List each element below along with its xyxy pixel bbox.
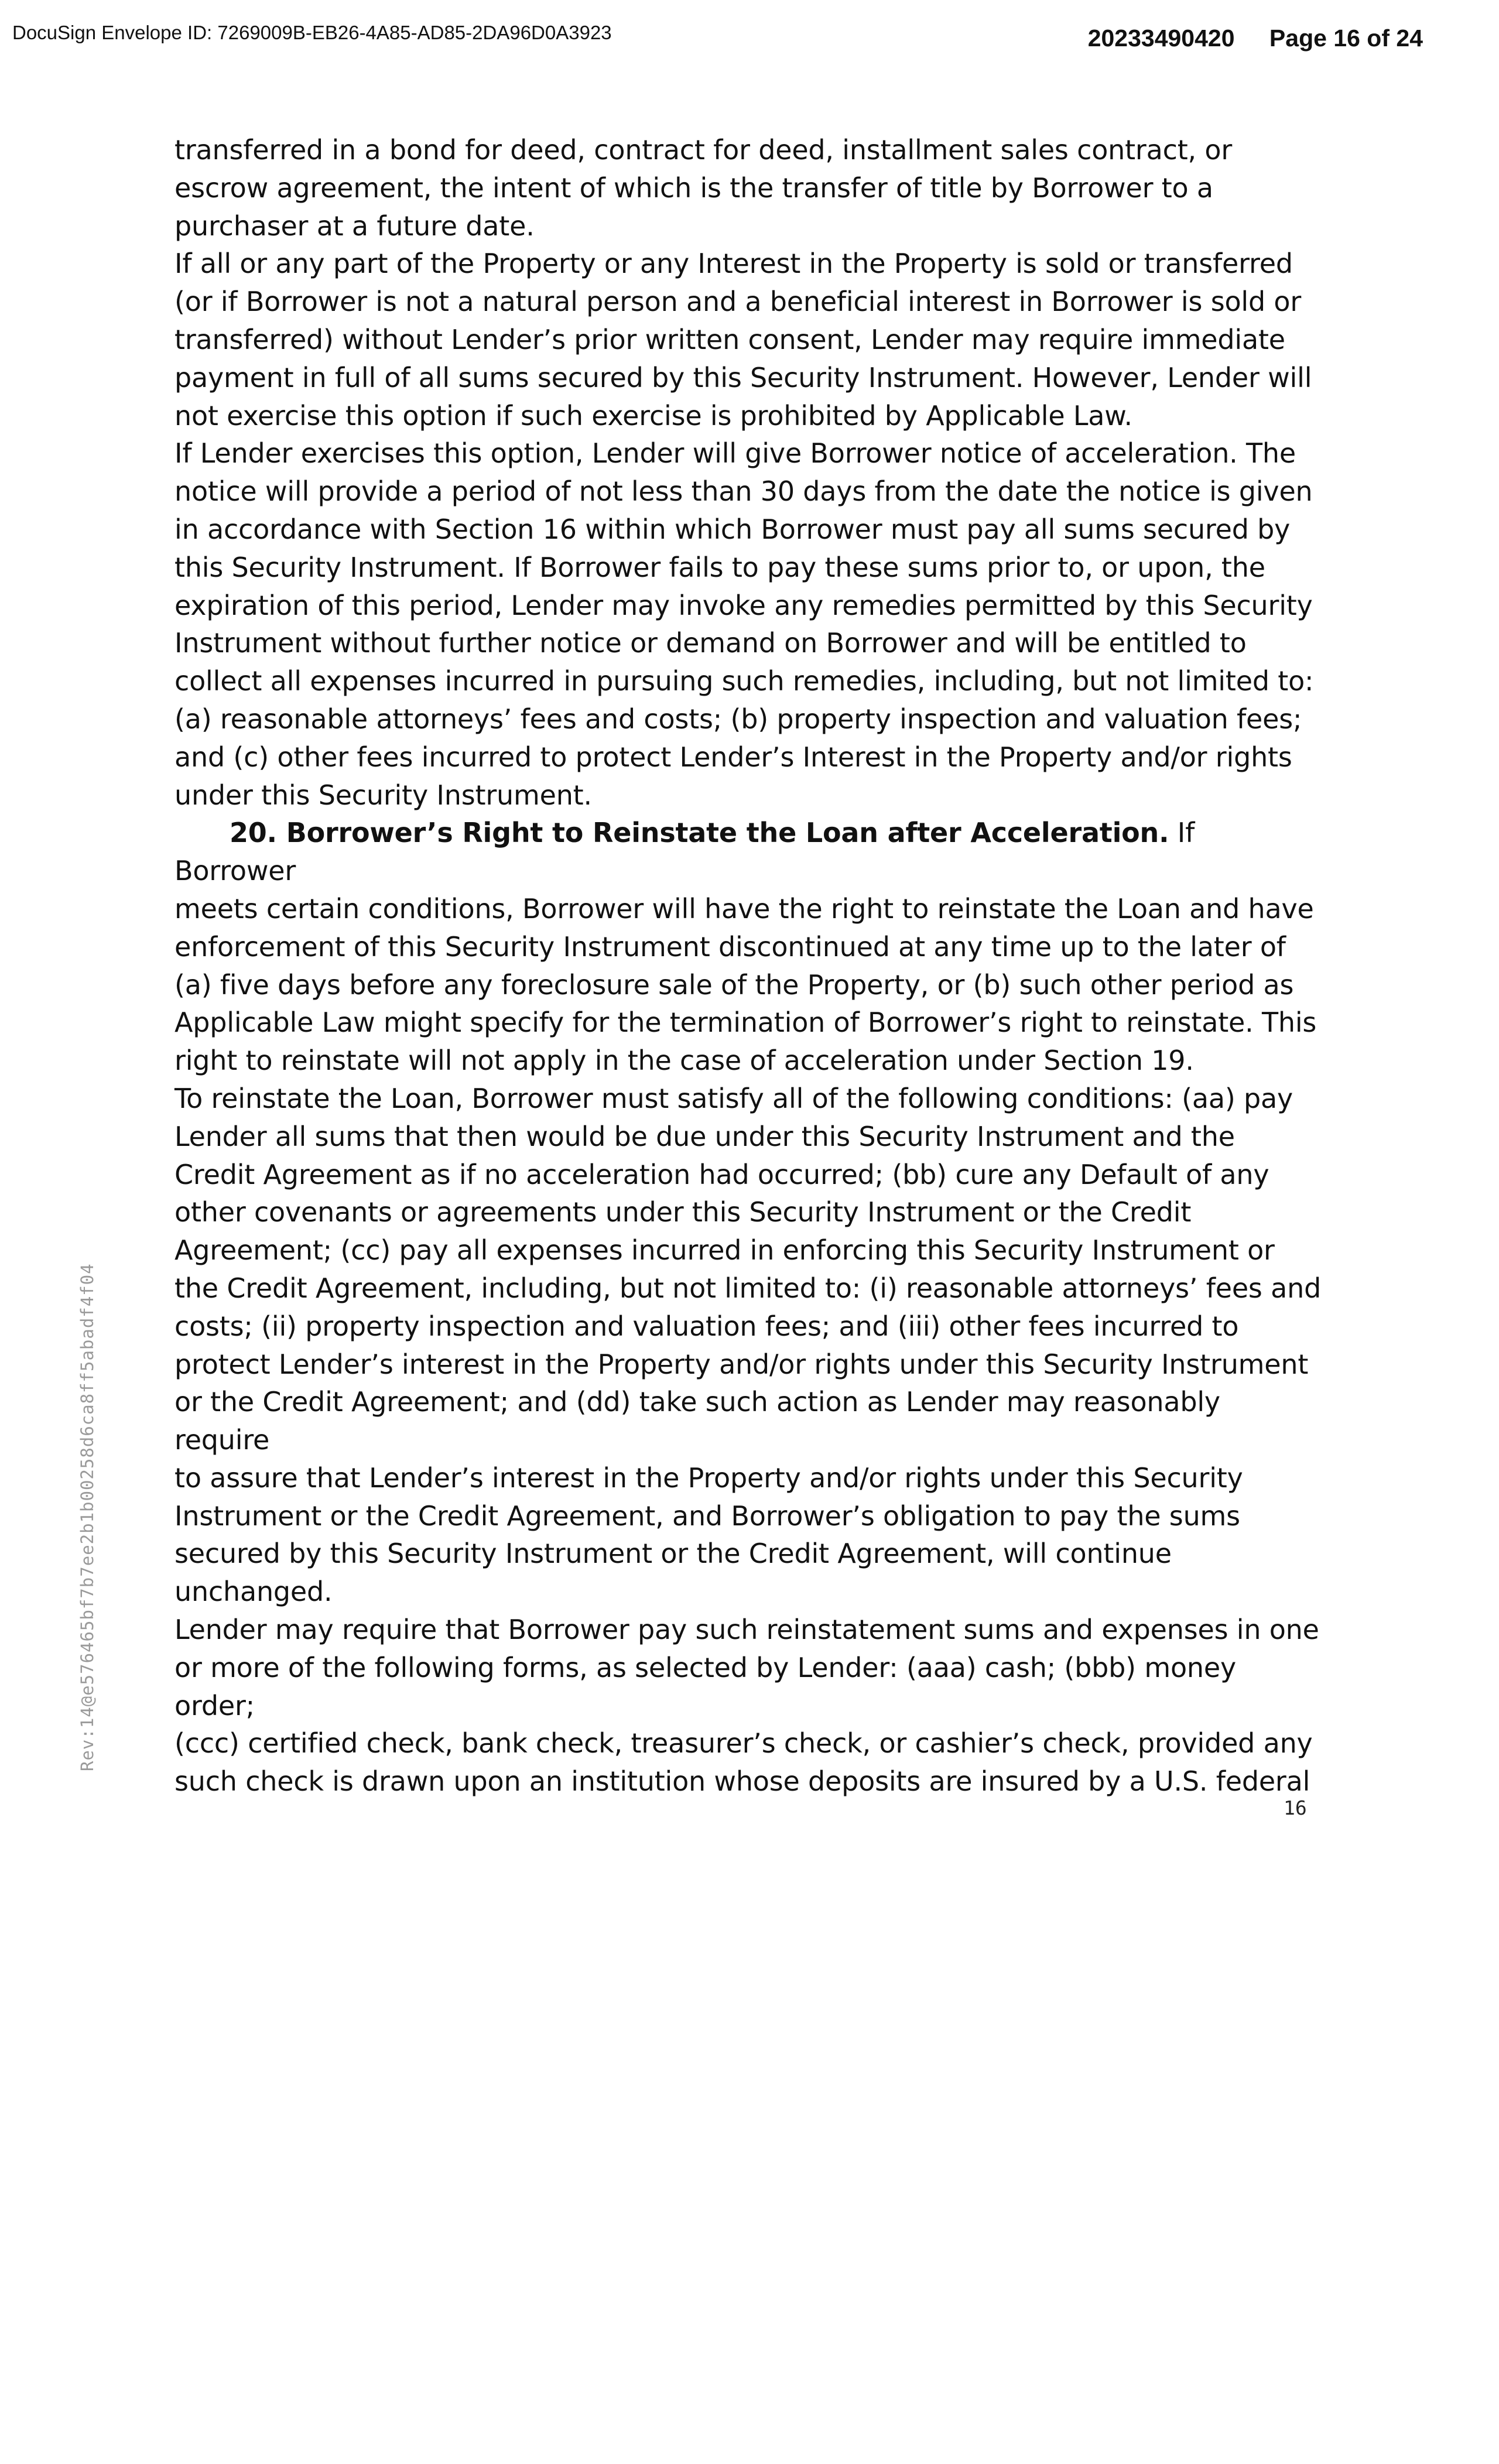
page-number: 16 xyxy=(1284,1796,1307,1819)
document-number: 20233490420 xyxy=(1087,25,1235,52)
section-20-heading: 20. Borrower’s Right to Reinstate the Loan after Acceleration. xyxy=(230,817,1169,849)
paragraph-reinstatement-conditions: To reinstate the Loan, Borrower must satisfy all of the following conditions: (aa) pay Lender all sums that then would be due under this Security Instrument and the Credit Agreement as if no acceleration had occurred; (bb) cure any Default of any other covenants or agreements under this Security Instrument or the Credit Agreement; (cc) pay all expenses incurred in enforcing this Security Instrument or the Credit Agreement, including, but not limited to: (i) reasonable attorneys’ fees and costs; (ii) property inspection and valuation fees; and (iii) other fees incurred to protect Lender’s interest in the Property and/or rights under this Security Instrument or the Credit Agreement; and (dd) take such action as Lender may reasonably require to assure that Lender’s interest in the Property and/or rights under this Security Instrument or the Credit Agreement, and Borrower’s obligation to pay the sums secured by this Security Instrument or the Credit Agreement, will continue unchanged. xyxy=(174,1082,1322,1608)
paragraph-transfer-consent: If all or any part of the Property or any Interest in the Property is sold or transferred (or if Borrower is not a natural person and a beneficial interest in Borrower is sold or transferred) without Lender’s prior written consent, Lender may require immediate payment in full of all sums secured by this Security Instrument. However, Lender will not exercise this option if such exercise is prohibited by Applicable Law. xyxy=(174,248,1312,432)
docusign-envelope-id: DocuSign Envelope ID: 7269009B-EB26-4A85-AD85-2DA96D0A3923 xyxy=(12,22,612,43)
revision-stamp: Rev:14@e576465bf7b7ee2b1b00258d6ca8ff5abadf4f04 xyxy=(77,1263,97,1771)
page-header xyxy=(1088,25,1423,52)
paragraph-payment-forms: Lender may require that Borrower pay such reinstatement sums and expenses in one or more of the following forms, as selected by Lender: (aaa) cash; (bbb) money order; (ccc) certified check, bank check, treasurer’s check, or cashier’s check, provided any such check is drawn upon an institution whose deposits are insured by a U.S. federal xyxy=(174,1614,1319,1798)
paragraph-transfer-definition: transferred in a bond for deed, contract for deed, installment sales contract, or escrow agreement, the intent of which is the transfer of title by Borrower to a purchaser at a future date. xyxy=(174,134,1233,242)
section-20-paragraph xyxy=(174,814,1322,1080)
page-indicator: Page 16 of 24 xyxy=(1269,25,1423,52)
section-20-text: If Borrower meets certain conditions, Borrower will have the right to reinstate the Loan and have enforcement of this Security Instrument discontinued at any time up to the later of (a) five days before any foreclosure sale of the Property, or (b) such other period as Applicable Law might specify for the termination of Borrower’s right to reinstate. This right to reinstate will not apply in the case of acceleration under Section 19. xyxy=(174,817,1317,1077)
paragraph-acceleration-notice: If Lender exercises this option, Lender will give Borrower notice of acceleration. The notice will provide a period of not less than 30 days from the date the notice is given in accordance with Section 16 within which Borrower must pay all sums secured by this Security Instrument. If Borrower fails to pay these sums prior to, or upon, the expiration of this period, Lender may invoke any remedies permitted by this Security Instrument without further notice or demand on Borrower and will be entitled to collect all expenses incurred in pursuing such remedies, including, but not limited to: (a) reasonable attorneys’ fees and costs; (b) property inspection and valuation fees; and (c) other fees incurred to protect Lender’s Interest in the Property and/or rights under this Security Instrument. xyxy=(174,437,1314,811)
document-body xyxy=(174,131,1322,1801)
